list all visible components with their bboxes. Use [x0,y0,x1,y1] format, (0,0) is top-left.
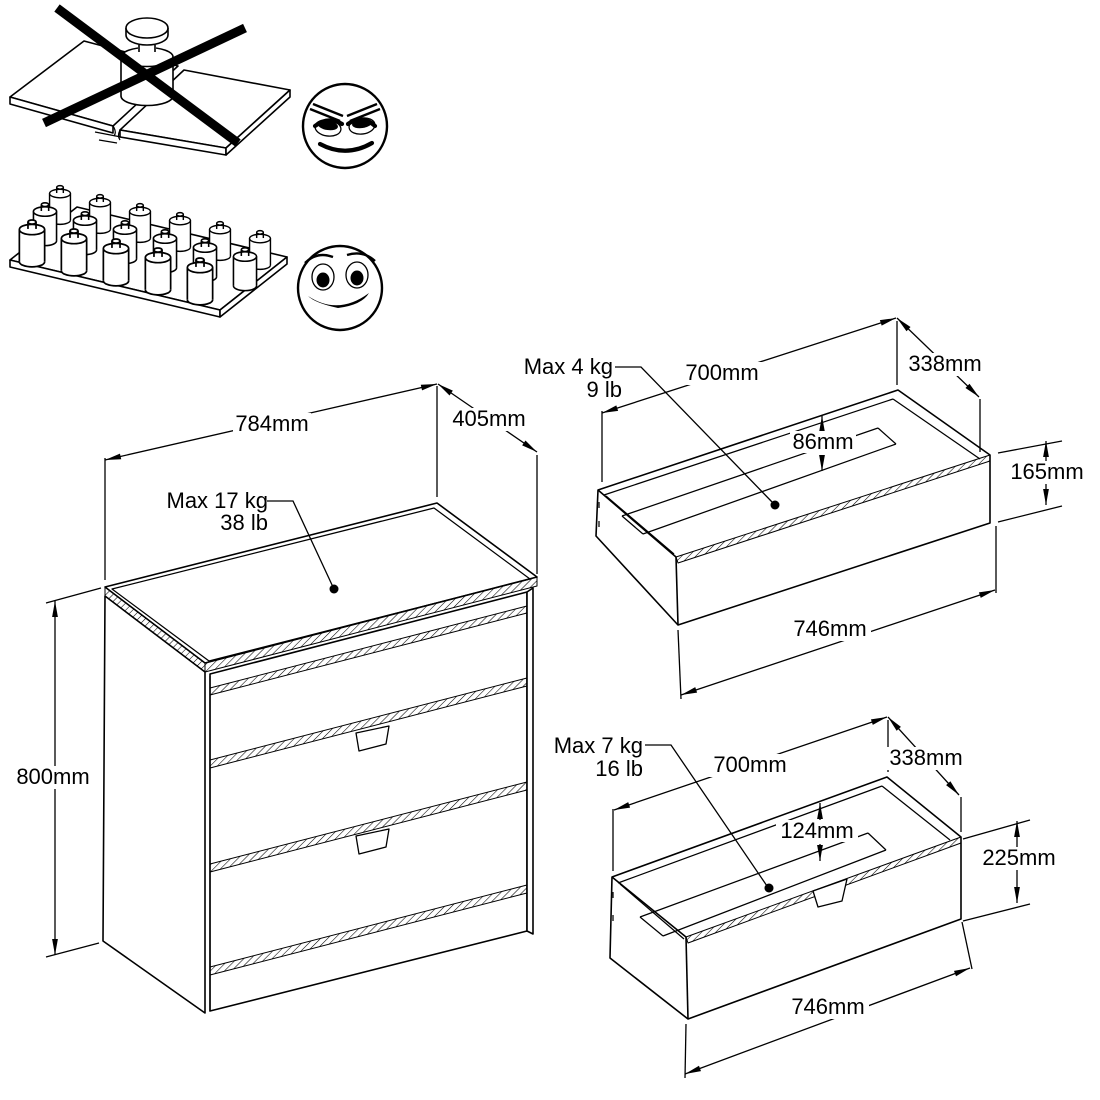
top-drawer-max-load-label: Max 4 kg [523,354,613,379]
bottom-drawer-depth-label: 338mm [889,745,963,770]
happy-face-icon [298,246,382,330]
bottom-drawer-front-height-label: 225mm [982,845,1056,870]
top-drawer-inner-height-label: 86mm [792,429,854,454]
prohibited-loading-illustration [10,8,387,168]
correct-loading-illustration [10,186,382,330]
dresser-width-label: 784mm [235,411,309,436]
dresser-height-label: 800mm [16,764,90,789]
top-drawer-inner-width-label: 700mm [685,360,759,385]
bottom-drawer-inner-width-label: 700mm [713,752,787,777]
bottom-drawer-drawing [554,717,1060,1078]
top-drawer-outer-width-label: 746mm [793,616,867,641]
top-drawer-depth-label: 338mm [908,351,982,376]
bottom-drawer-outer-width-label: 746mm [791,994,865,1019]
bottom-drawer-inner-height-label: 124mm [780,818,854,843]
angry-face-icon [303,84,387,168]
dresser-max-load-label: Max 17 kg [166,488,268,513]
bottom-drawer-max-load-lb-label: 16 lb [595,756,643,781]
top-drawer-drawing [524,318,1088,699]
dresser-max-load-lb-label: 38 lb [220,510,268,535]
dresser-depth-label: 405mm [452,406,526,431]
top-drawer-front-height-label: 165mm [1010,459,1084,484]
dresser-drawing [14,384,537,1013]
bottom-drawer-max-load-label: Max 7 kg [553,733,643,758]
top-drawer-max-load-lb-label: 9 lb [586,377,622,402]
